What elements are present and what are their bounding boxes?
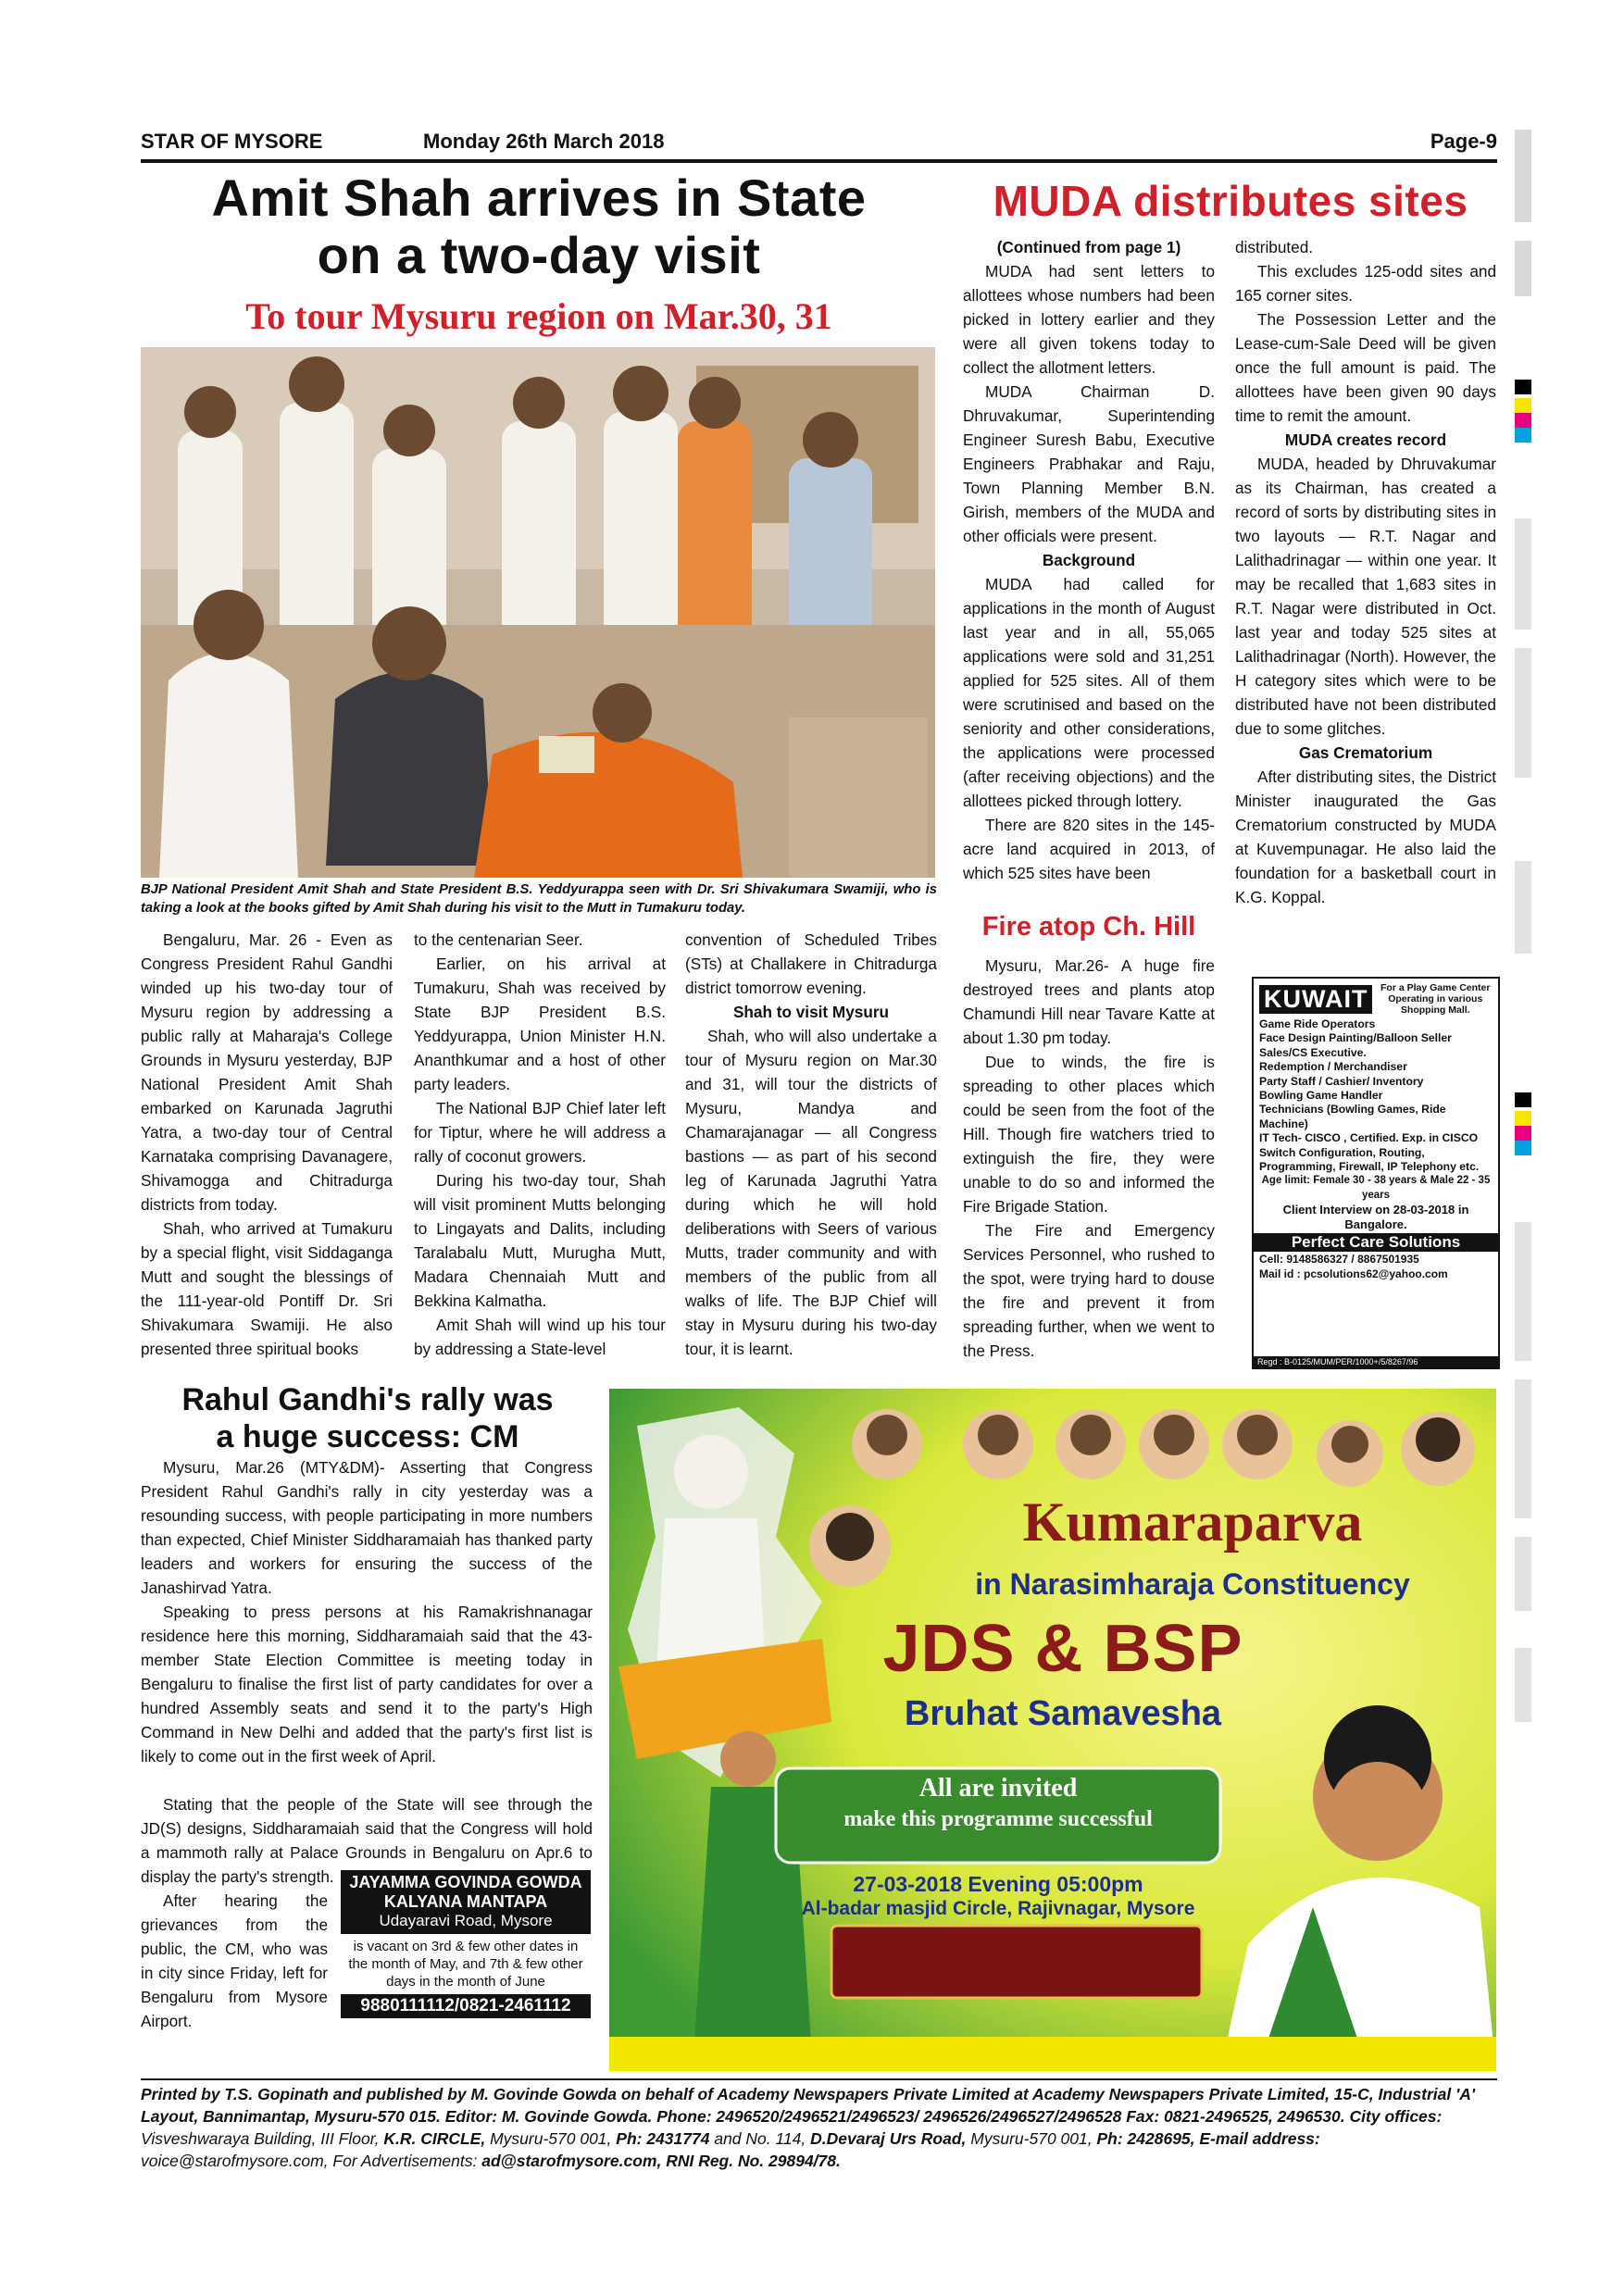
lead-c1-p2: Shah, who arrived at Tumakuru by a special flight, visit Siddaganga Mutt and sought the blessings of the 111-year-old Pontiff Dr. Sri Shivakumara Swamiji. He also presented three spiritual books: [141, 1219, 393, 1358]
footer-office1b: Mysuru-570 001,: [490, 2129, 612, 2148]
muda-c2-intro: distributed.: [1235, 238, 1314, 256]
lead-headline: [141, 169, 937, 284]
lead-photo: [141, 347, 935, 878]
lead-headline-line2: on a two-day visit: [317, 226, 761, 284]
ad-event: Bruhat Samavesha: [904, 1694, 1222, 1733]
lead-column-2: [414, 928, 666, 1361]
lead-c2-p3: The National BJP Chief later left for Tiptur, where he will address a rally of coconut growers.: [414, 1099, 666, 1166]
footer-ph2: Ph: 2428695,: [1096, 2129, 1195, 2148]
footer-devaraj: D.Devaraj Urs Road,: [810, 2129, 967, 2148]
lead-c2-p4: During his two-day tour, Shah will visit prominent Mutts belonging to Lingayats and Dalits, including Taralabalu Mutt, Murugha Mutt, Madara Chennaiah Mutt and Bekkina Kalmatha.: [414, 1171, 666, 1310]
ad-subtitle: in Narasimharaja Constituency: [975, 1567, 1410, 1601]
rahul-p2: Speaking to press persons at his Ramakrishnanagar residence here this morning, Siddharamaiah said that the 43-member State Election Committee is meeting today in Bengaluru to finalise the first list of party candidates for over a hundred Assembly seats and send it to the party's High Command in New Delhi and added that the party's first list is likely to come out in the first week of April.: [141, 1603, 593, 1766]
lead-c2-p5: Amit Shah will wind up his tour by addressing a State-level: [414, 1316, 666, 1358]
publication-name: STAR OF MYSORE: [141, 130, 323, 153]
ad-invite-2: make this programme successful: [843, 1807, 1153, 1831]
footer-office2b: Mysuru-570 001,: [970, 2129, 1093, 2148]
mantapa-address: Udayaravi Road, Mysore: [341, 1911, 591, 1934]
page-number: Page-9: [1430, 130, 1497, 153]
mantapa-ad: [341, 1870, 591, 2069]
muda-subhead-background: Background: [1042, 551, 1136, 569]
kuwait-interview: Client Interview on 28-03-2018 in Bangalore.: [1282, 1203, 1469, 1231]
footer-kr-circle: K.R. CIRCLE,: [383, 2129, 486, 2148]
footer-rni: RNI Reg. No. 29894/78.: [666, 2152, 841, 2170]
mantapa-body: is vacant on 3rd & few other dates in the month of May, and 7th & few other days in the month of June: [348, 1939, 583, 1990]
muda-c1-p3: MUDA had called for applications in the month of August last year and in all, 55,065 applications were sold and 31,251 applied for 525 sites. All of them were scrutinised and based on the seniority and other considerations, the applications were processed (after receiving objections) and the allottees picked through lottery.: [963, 575, 1215, 810]
footer-office1: Visveshwaraya Building, III Floor,: [141, 2129, 380, 2148]
ad-venue: Al-badar masjid Circle, Rajivnagar, Mysore: [801, 1898, 1195, 1919]
kuwait-job: Bowling Game Handler: [1259, 1089, 1383, 1103]
lead-column-1: [141, 928, 393, 1361]
lead-c2-p2: Earlier, on his arrival at Tumakuru, Shah was received by State BJP President B.S. Yeddyurappa, Union Minister H.N. Ananthkumar and a host of other party leaders.: [414, 955, 666, 1093]
kuwait-mail: Mail id : pcsolutions62@yahoo.com: [1259, 1267, 1448, 1281]
ad-party: JDS & BSP: [882, 1612, 1243, 1686]
muda-c2-p2: The Possession Letter and the Lease-cum-Sale Deed will be given once the full amount is paid. The allottees have been given 90 days time to remit the amount.: [1235, 310, 1496, 425]
kuwait-job: Sales/CS Executive.: [1259, 1045, 1367, 1059]
kuwait-regd: Regd : B-0125/MUM/PER/1000+/5/8267/96: [1254, 1356, 1498, 1367]
kuwait-job: Technicians (Bowling Games, Ride Machine): [1259, 1103, 1446, 1130]
footer-ads-label: For Advertisements:: [332, 2152, 478, 2170]
lead-c1-p1: Bengaluru, Mar. 26 - Even as Congress President Rahul Gandhi winded up his two-day tour of Mysuru region by addressing a public rally at Maharaja's College Grounds in Mysuru yesterday, BJP National President Amit Shah embarked on Karunada Jagruthi Yatra, a two-day tour of Central Karnataka comprising Davanagere, Shivamogga and Chitradurga districts from today.: [141, 930, 393, 1214]
kuwait-jobs-ad: [1252, 977, 1500, 1369]
kuwait-job: Party Staff / Cashier/ Inventory: [1259, 1074, 1424, 1088]
ad-title: Kumaraparva: [1022, 1491, 1363, 1553]
muda-column-1: [963, 235, 1215, 885]
rahul-headline-line2: a huge success: CM: [216, 1419, 519, 1454]
fire-column: [963, 954, 1215, 1363]
muda-c1-p4: There are 820 sites in the 145-acre land acquired in 2013, of which 525 sites have been: [963, 816, 1215, 882]
lead-headline-line1: Amit Shah arrives in State: [211, 168, 867, 227]
kuwait-tagline: For a Play Game Center Operating in various Shopping Mall.: [1380, 982, 1491, 1016]
muda-subhead-crematorium: Gas Crematorium: [1298, 743, 1433, 762]
muda-continued: (Continued from page 1): [996, 238, 1181, 256]
footer-printer: Printed by T.S. Gopinath and published by M. Govinde Gowda on behalf of Academy Newspapers Private Limited at Academy Newspapers Private Limited, 15-C, Industrial 'A' Layout, Bannimantap, Mysuru-570 015.: [141, 2085, 1476, 2126]
rahul-p3: Stating that the people of the State will see through the JD(S) designs, Siddharamaiah said that the Congress will hold a mammoth rally at Palace Grounds in Bengaluru on Apr.6 to display the party's strength.: [141, 1795, 593, 1886]
kuwait-cell: Cell: 9148586327 / 8867501935: [1259, 1253, 1419, 1267]
lead-c3-intro: convention of Scheduled Tribes (STs) at Challakere in Chitradurga district tomorrow evening.: [685, 930, 937, 997]
registration-marks: [1515, 130, 1533, 1722]
issue-date: Monday 26th March 2018: [423, 130, 665, 153]
lead-c3-subhead: Shah to visit Mysuru: [732, 1003, 890, 1021]
footer-ph1: Ph: 2431774: [616, 2129, 710, 2148]
footer-and: and No. 114,: [714, 2129, 806, 2148]
kuwait-job: Redemption / Merchandiser: [1259, 1060, 1407, 1074]
mantapa-phone: 9880111112/0821-2461112: [341, 1994, 591, 2018]
rahul-headline-line1: Rahul Gandhi's rally was: [181, 1382, 554, 1417]
fire-headline: Fire atop Ch. Hill: [981, 912, 1196, 942]
masthead-rule: [141, 159, 1497, 163]
lead-c2-p1: to the centenarian Seer.: [414, 930, 583, 949]
muda-c2-p3: MUDA, headed by Dhruvakumar as its Chairman, has created a record of sorts by distributing sites in two layouts — R.T. Nagar and Lalithadrinagar — within one year. It may be recalled that 1,683 sites in R.T. Nagar were distributed in Oct. last year and today 525 sites at Lalithadrinagar (North). However, the H category sites which were to be distributed have not been distributed due to some glitches.: [1235, 455, 1496, 738]
fire-p1: Mysuru, Mar.26- A huge fire destroyed trees and plants atop Chamundi Hill near Tavare Katte at about 1.30 pm today.: [963, 956, 1215, 1047]
footer-email-label: E-mail address:: [1199, 2129, 1320, 2148]
muda-c2-p1: This excludes 125-odd sites and 165 corner sites.: [1235, 262, 1496, 305]
muda-subhead-record: MUDA creates record: [1284, 430, 1447, 449]
jds-bsp-ad: [609, 1389, 1496, 2071]
footer-rule: [141, 2078, 1497, 2080]
muda-c1-p2: MUDA Chairman D. Dhruvakumar, Superintending Engineer Suresh Babu, Executive Engineers Prabhakar and Raju, Town Planning Member B.N. Girish, members of the MUDA and other officials were present.: [963, 382, 1215, 545]
rahul-p1: Mysuru, Mar.26 (MTY&DM)- Asserting that Congress President Rahul Gandhi's rally in city yesterday was a resounding success, with people participating in more numbers than expected, Chief Minister Siddharamaiah has thanked party leaders and workers for ensuring the success of the Janashirvad Yatra.: [141, 1458, 593, 1597]
footer-phone: Phone: 2496520/2496521/2496523/ 2496526/2496527/2496528 Fax: 0821-2496525, 2496530.: [656, 2107, 1345, 2126]
imprint-footer: [141, 2083, 1497, 2172]
ad-invite-1: All are invited: [918, 1774, 1078, 1803]
muda-c1-p1: MUDA had sent letters to allottees whose numbers had been picked in lottery earlier and they were all given tokens today to collect the allotment letters.: [963, 262, 1215, 377]
footer-email: voice@starofmysore.com,: [141, 2152, 329, 2170]
lead-c3-p1: Shah, who will also undertake a tour of Mysuru region on Mar.30 and 31, will tour the districts of Mysuru, Mandya and Chamarajanagar — all Congress bastions — as part of his second leg of Karunada Jagruthi Yatra during which he will hold deliberations with Seers of various Mutts, trader community and with members of the public from all walks of life. The BJP Chief will stay in Mysuru during his two-day tour, it is learnt.: [685, 1027, 937, 1358]
kuwait-job: IT Tech- CISCO , Certified. Exp. in CISCO Switch Configuration, Routing, Programming, Firewall, IP Telephony etc.: [1259, 1131, 1480, 1174]
footer-ads-email: ad@starofmysore.com,: [481, 2152, 662, 2170]
kuwait-job: Game Ride Operators: [1259, 1017, 1376, 1030]
fire-p2: Due to winds, the fire is spreading to other places which could be seen from the foot of the Hill. Though fire watchers tried to extinguish the fire, they were unable to do so and informed the Fire Brigade Station.: [963, 1053, 1215, 1216]
footer-editor: Editor: M. Govinde Gowda.: [444, 2107, 653, 2126]
muda-column-2: [1235, 235, 1496, 909]
mantapa-name-1: JAYAMMA GOVINDA GOWDA: [341, 1870, 591, 1892]
lead-subheadline: To tour Mysuru region on Mar.30, 31: [245, 295, 832, 337]
footer-city-offices: City offices:: [1349, 2107, 1443, 2126]
fire-p3: The Fire and Emergency Services Personnel, who rushed to the spot, were trying hard to douse the fire and prevent it from spreading further, when we went to the Press.: [963, 1221, 1215, 1360]
lead-column-3: [685, 928, 937, 1361]
rahul-headline: [141, 1381, 594, 1455]
kuwait-brand: KUWAIT: [1259, 985, 1372, 1014]
kuwait-job: Face Design Painting/Balloon Seller: [1259, 1031, 1452, 1045]
mantapa-name-2: KALYANA MANTAPA: [341, 1892, 591, 1911]
masthead: [141, 130, 1497, 156]
rahul-body: [141, 1455, 593, 1768]
rahul-p4: After hearing the grievances from the public, the CM, who was in city since Friday, left for Bengaluru from Mysore Airport.: [141, 1891, 328, 2030]
muda-c2-p4: After distributing sites, the District Minister inaugurated the Gas Crematorium constructed by MUDA at Kuvempunagar. He also laid the foundation for a basketball court in K.G. Koppal.: [1235, 767, 1496, 906]
photo-caption: BJP National President Amit Shah and State President B.S. Yeddyurappa seen with Dr. Sri Shivakumara Swamiji, who is taking a look at the books gifted by Amit Shah during his visit to the Mutt in Tumakuru today.: [141, 882, 937, 916]
ad-datetime: 27-03-2018 Evening 05:00pm: [853, 1872, 1143, 1896]
kuwait-company: Perfect Care Solutions: [1254, 1233, 1498, 1252]
kuwait-age: Age limit: Female 30 - 38 years & Male 22 - 35 years: [1261, 1175, 1491, 1201]
muda-headline: MUDA distributes sites: [993, 177, 1468, 225]
